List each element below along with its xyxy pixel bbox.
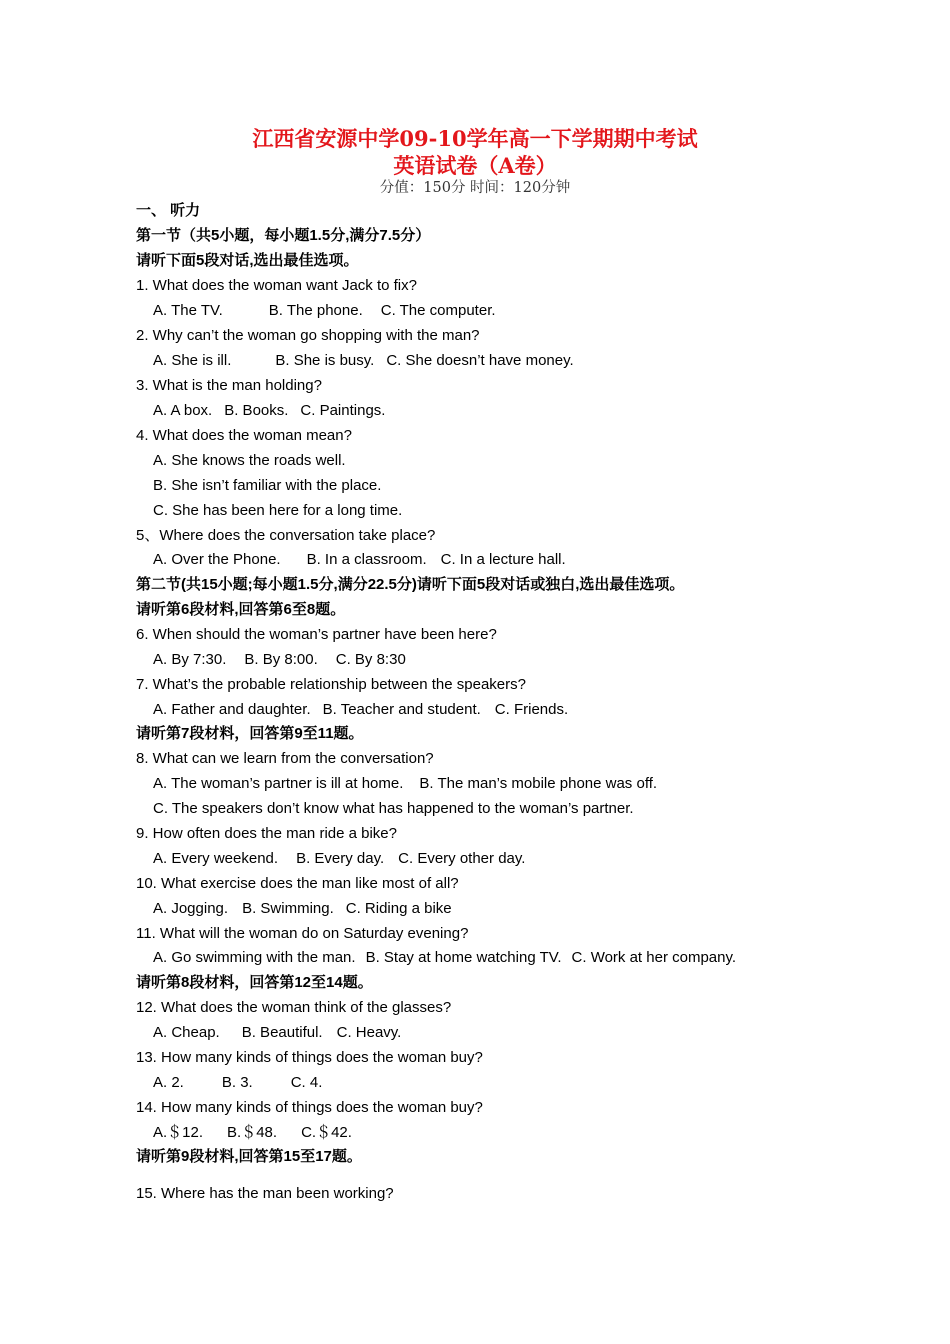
option-b: B. Teacher and student. — [322, 701, 481, 718]
option-c: C. Riding a bike — [345, 900, 452, 917]
option-a: A. Father and daughter. — [153, 701, 311, 718]
option-c: C. 4. — [290, 1074, 323, 1091]
question-stem: 2. Why can’t the woman go shopping with the man? — [136, 327, 480, 344]
options-row — [153, 1123, 352, 1143]
question-stem: 5、Where does the conversation take place? — [136, 527, 436, 544]
option-a: A.＄12. — [153, 1124, 204, 1141]
option-a: A. She is ill. — [153, 352, 232, 369]
option-a: A. The TV. — [153, 302, 223, 319]
option-c: C. The speakers don’t know what has happened to the woman’s partner. — [153, 800, 634, 817]
option-c: C. Paintings. — [300, 402, 386, 419]
question-stem: 3. What is the man holding? — [136, 377, 322, 394]
question-stem: 8. What can we learn from the conversation? — [136, 750, 434, 767]
option-c: C.＄42. — [301, 1124, 352, 1141]
section2-heading: 第二节(共15小题;每小题1.5分,满分22.5分)请听下面5段对话或独白,选出最佳选项。 — [136, 576, 685, 593]
question-stem: 1. What does the woman want Jack to fix? — [136, 277, 417, 294]
question-stem: 7. What’s the probable relationship between the speakers? — [136, 676, 526, 693]
options-row — [153, 774, 657, 794]
option-c: C. Friends. — [494, 701, 569, 718]
question-stem: 15. Where has the man been working? — [136, 1185, 394, 1202]
options-row — [153, 301, 496, 321]
exam-title: 江西省安源中学09-10学年高一下学期期中考试 — [252, 126, 698, 151]
question-stem: 13. How many kinds of things does the woman buy? — [136, 1049, 483, 1066]
question-stem: 12. What does the woman think of the glasses? — [136, 999, 452, 1016]
options-row — [153, 899, 452, 919]
option-b: B. She is busy. — [275, 352, 375, 369]
option-c: C. The computer. — [380, 302, 496, 319]
option-b: B. Stay at home watching TV. — [365, 949, 562, 966]
material-instruction: 请听第9段材料,回答第15至17题。 — [136, 1148, 362, 1165]
option-b: B. She isn’t familiar with the place. — [153, 477, 382, 494]
option-b: B. Swimming. — [242, 900, 334, 917]
part-heading: 一、 听力 — [136, 202, 201, 219]
option-a: A. Every weekend. — [153, 850, 279, 867]
option-b: B. Beautiful. — [241, 1024, 323, 1041]
option-c: C. She doesn’t have money. — [386, 352, 574, 369]
option-b: B. 3. — [221, 1074, 253, 1091]
option-b: B. The phone. — [268, 302, 363, 319]
exam-meta: 分值：150分 时间：120分钟 — [379, 180, 571, 196]
option-b: B. The man’s mobile phone was off. — [419, 775, 658, 792]
section1-heading: 第一节（共5小题，每小题1.5分,满分7.5分） — [136, 227, 431, 244]
options-row — [153, 1023, 401, 1043]
option-c: C. Heavy. — [336, 1024, 402, 1041]
options-row — [153, 550, 566, 570]
option-a: A. She knows the roads well. — [153, 452, 346, 469]
option-a: A. Go swimming with the man. — [153, 949, 356, 966]
options-row — [153, 700, 568, 720]
material-instruction: 请听第8段材料，回答第12至14题。 — [136, 974, 373, 991]
material-instruction: 请听第7段材料，回答第9至11题。 — [136, 725, 364, 742]
option-b: B. By 8:00. — [244, 651, 318, 668]
option-a: A. The woman’s partner is ill at home. — [153, 775, 404, 792]
options-row — [153, 1073, 322, 1093]
material-instruction: 请听第6段材料,回答第6至8题。 — [136, 601, 346, 618]
options-row — [153, 650, 406, 670]
option-c: C. Work at her company. — [571, 949, 737, 966]
question-stem: 9. How often does the man ride a bike? — [136, 825, 397, 842]
question-stem: 10. What exercise does the man like most of all? — [136, 875, 459, 892]
question-stem: 6. When should the woman’s partner have been here? — [136, 626, 497, 643]
option-b: B.＄48. — [227, 1124, 278, 1141]
question-stem: 14. How many kinds of things does the woman buy? — [136, 1099, 483, 1116]
option-a: A. By 7:30. — [153, 651, 227, 668]
options-row — [153, 401, 385, 421]
option-a: A. A box. — [153, 402, 213, 419]
option-c: C. Every other day. — [398, 850, 526, 867]
options-row — [153, 351, 574, 371]
option-b: B. Every day. — [296, 850, 385, 867]
option-c: C. By 8:30 — [335, 651, 406, 668]
option-a: A. Cheap. — [153, 1024, 220, 1041]
options-row — [153, 948, 736, 968]
option-a: A. Jogging. — [153, 900, 229, 917]
option-b: B. Books. — [224, 402, 289, 419]
section1-instruction: 请听下面5段对话,选出最佳选项。 — [136, 252, 359, 269]
option-a: A. Over the Phone. — [153, 551, 281, 568]
option-c: C. She has been here for a long time. — [153, 502, 403, 519]
exam-subtitle: 英语试卷（A卷） — [393, 153, 557, 178]
question-stem: 11. What will the woman do on Saturday evening? — [136, 925, 469, 942]
options-row — [153, 849, 525, 869]
option-c: C. In a lecture hall. — [440, 551, 566, 568]
question-stem: 4. What does the woman mean? — [136, 427, 352, 444]
option-b: B. In a classroom. — [306, 551, 427, 568]
option-a: A. 2. — [153, 1074, 184, 1091]
